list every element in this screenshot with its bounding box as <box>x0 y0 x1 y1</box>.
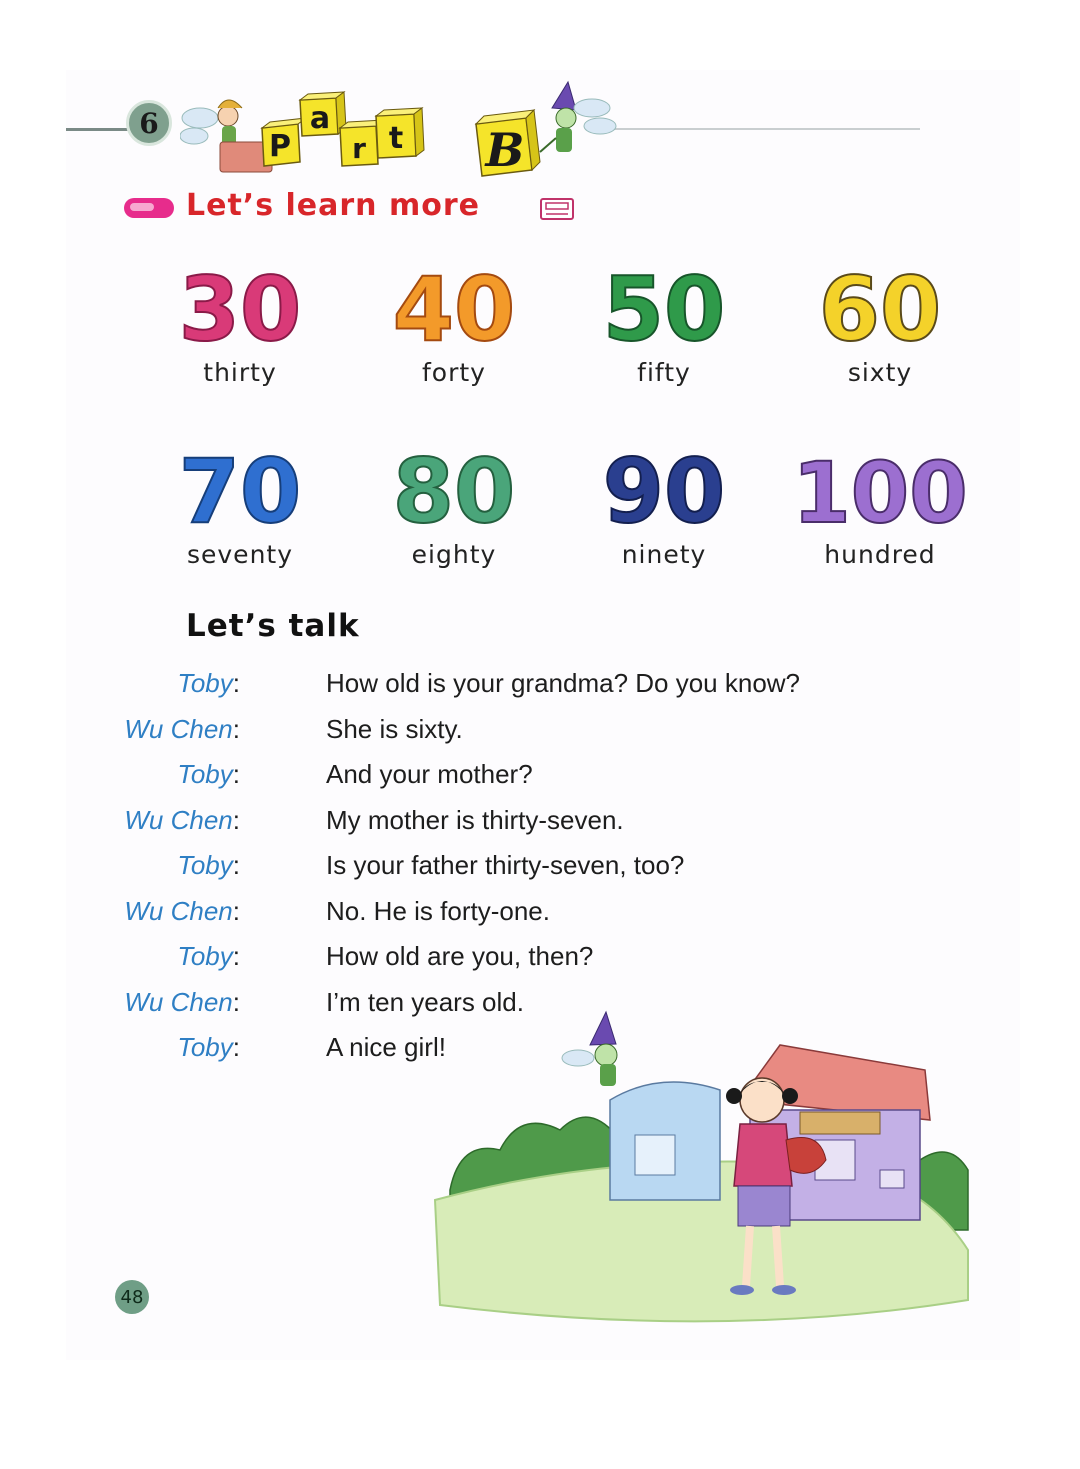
numeral-40: 40 <box>392 262 516 352</box>
number-word-thirty: thirty <box>203 358 277 387</box>
number-card-90 <box>564 444 764 569</box>
number-word-fifty: fifty <box>637 358 691 387</box>
girl-and-house-illustration <box>420 1000 980 1330</box>
dialog-line <box>0 896 1000 942</box>
speaker-name: Toby: <box>177 1032 240 1062</box>
speaker-name: Wu Chen: <box>124 804 240 835</box>
cassette-tape-icon[interactable] <box>540 198 574 220</box>
dialog-line <box>0 759 1000 805</box>
numeral-100-graphic <box>780 444 980 534</box>
numeral-70: 70 <box>178 444 302 534</box>
speaker-name: Wu Chen: <box>124 986 240 1017</box>
part-b-title-art <box>180 78 620 188</box>
fairy-left-illustration <box>180 100 272 172</box>
letter-t: t <box>388 121 404 156</box>
dialog-text: And your mother? <box>326 759 533 789</box>
number-word-eighty: eighty <box>411 540 497 569</box>
number-word-ninety: ninety <box>621 540 707 569</box>
page-number: 48 <box>120 1286 144 1308</box>
dialog-text: I’m ten years old. <box>326 986 524 1017</box>
dialog-line <box>0 850 1000 896</box>
numeral-80-graphic <box>354 444 554 534</box>
letter-p: P <box>269 129 291 164</box>
number-card-80 <box>354 444 554 569</box>
letter-a: a <box>309 101 331 136</box>
numeral-100: 100 <box>792 444 968 534</box>
dialog-line <box>0 941 1000 987</box>
numeral-70-graphic <box>140 444 340 534</box>
number-card-50 <box>564 262 764 387</box>
speaker-name: Toby: <box>177 759 240 789</box>
speaker-name: Toby: <box>177 850 240 880</box>
dialog-text: My mother is thirty-seven. <box>326 804 624 835</box>
speaker-name: Wu Chen: <box>124 895 240 926</box>
numeral-60: 60 <box>818 262 942 352</box>
number-word-sixty: sixty <box>847 358 913 387</box>
number-card-60 <box>780 262 980 387</box>
speaker-name: Toby: <box>177 941 240 971</box>
fairy-right-illustration <box>540 82 616 152</box>
number-card-70 <box>140 444 340 569</box>
section-marker-icon <box>124 198 174 218</box>
speaker-name: Wu Chen: <box>124 713 240 744</box>
numeral-30-graphic <box>140 262 340 352</box>
speaker-name: Toby: <box>177 668 240 698</box>
numeral-40-graphic <box>354 262 554 352</box>
dialog-text: How old is your grandma? Do you know? <box>326 668 801 698</box>
number-card-100 <box>780 444 980 569</box>
numeral-60-graphic <box>780 262 980 352</box>
page-number-badge <box>115 1280 149 1314</box>
section-title: Let’s learn more <box>186 188 480 223</box>
talk-title: Let’s talk <box>186 608 360 644</box>
number-word-forty: forty <box>422 358 486 387</box>
numeral-90-graphic <box>564 444 764 534</box>
numeral-90: 90 <box>602 444 726 534</box>
letter-b: B <box>485 123 525 177</box>
numeral-30: 30 <box>178 262 302 352</box>
dialog-line <box>0 668 1000 714</box>
numeral-50-graphic <box>564 262 764 352</box>
letter-r: r <box>352 132 366 165</box>
dialog-text: A nice girl! <box>326 1032 446 1062</box>
numeral-80: 80 <box>392 444 516 534</box>
dialog-text: Is your father thirty-seven, too? <box>326 850 685 880</box>
number-card-40 <box>354 262 554 387</box>
number-word-seventy: seventy <box>186 540 294 569</box>
dialog-line <box>0 714 1000 760</box>
dialog-line <box>0 805 1000 851</box>
numeral-50: 50 <box>602 262 726 352</box>
number-word-hundred: hundred <box>824 540 936 569</box>
unit-number-badge <box>126 100 172 146</box>
dialog-text: No. He is forty-one. <box>326 895 550 926</box>
dialog-text: How old are you, then? <box>326 941 594 971</box>
number-card-30 <box>140 262 340 387</box>
dialog-text: She is sixty. <box>326 713 463 744</box>
header-rule-right <box>610 128 920 130</box>
unit-number: 6 <box>139 106 159 140</box>
